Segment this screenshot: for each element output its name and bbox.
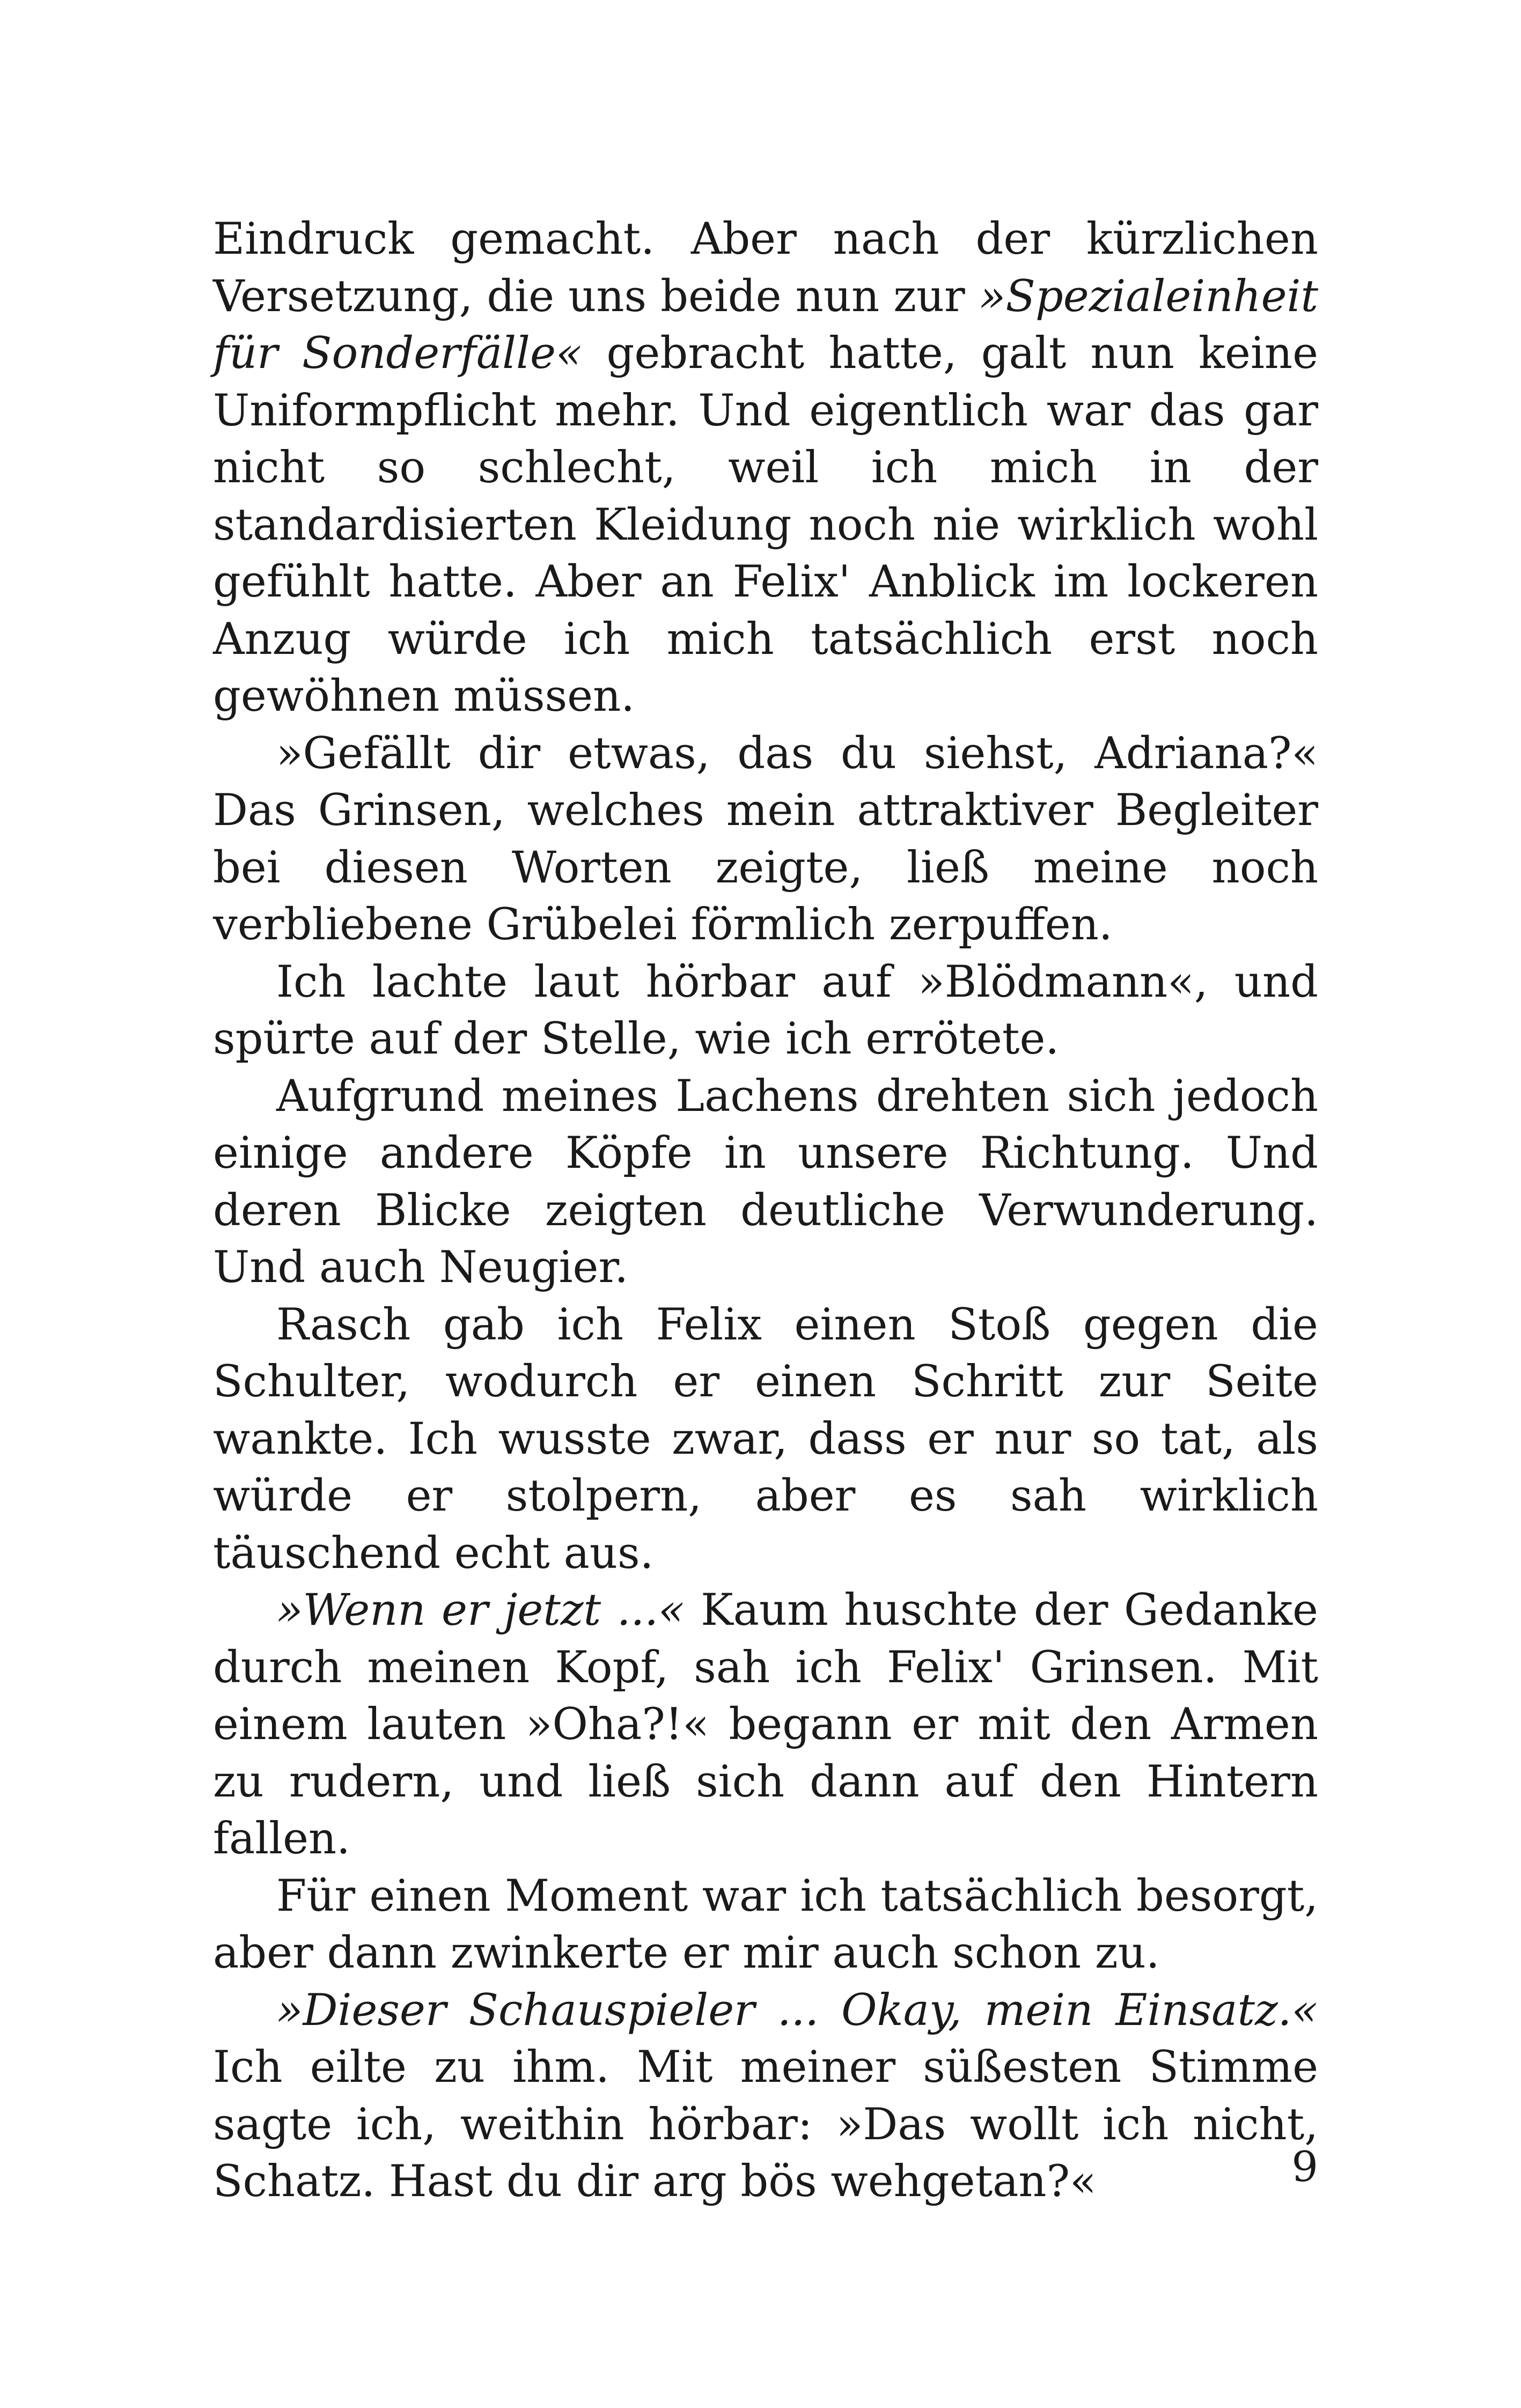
body-text: [213, 211, 1318, 2211]
paragraph-1: [213, 211, 1318, 725]
paragraph-2: [213, 725, 1318, 954]
text-segment-italic: »Wenn er jetzt ...«: [276, 1585, 685, 1636]
paragraph-7: [213, 1868, 1318, 1982]
paragraph-4: [213, 1068, 1318, 1297]
text-segment-italic: »Spezialeinheit für Sonderfälle«: [213, 271, 1318, 379]
text-segment: Rasch gab ich Felix einen Stoß gegen die Schulter, wodurch er einen Schritt zur Seite wankte. Ich wusste zwar, dass er nur so tat, als würde er stolpern, aber es sah wirklich täuschend echt aus.: [213, 1299, 1318, 1579]
text-segment: gebracht hatte, galt nun keine Uniformpflicht mehr. Und eigentlich war das gar nicht so schlecht, weil ich mich in der standardisierten Kleidung noch nie wirklich wohl gefühlt hatte. Aber an Felix' Anblick im lockeren Anzug würde ich mich tatsächlich erst noch gewöhnen müssen.: [213, 328, 1319, 721]
page-number: 9: [1291, 2143, 1318, 2191]
text-segment: Aufgrund meines Lachens drehten sich jedoch einige andere Köpfe in unsere Richtung. Und deren Blicke zeigten deutliche Verwunderung. Und auch Neugier.: [213, 1071, 1318, 1293]
text-segment: Für einen Moment war ich tatsächlich besorgt, aber dann zwinkerte er mir auch schon zu.: [213, 1871, 1318, 1978]
paragraph-3: [213, 954, 1318, 1068]
text-segment: Eindruck gemacht. Aber nach der kürzlichen Versetzung, die uns beide nun zur: [213, 214, 1318, 322]
text-segment: Ich lachte laut hörbar auf »Blödmann«, und spürte auf der Stelle, wie ich errötete.: [213, 956, 1318, 1064]
text-segment: Ich eilte zu ihm. Mit meiner süßesten Stimme sagte ich, weithin hörbar: »Das wollt ich nicht, Schatz. Hast du dir arg bös wehgetan?«: [213, 2042, 1318, 2207]
paragraph-5: [213, 1297, 1318, 1582]
text-segment: »Gefällt dir etwas, das du siehst, Adriana?« Das Grinsen, welches mein attraktiver Begleiter bei diesen Worten zeigte, ließ meine noch verbliebene Grübelei förmlich zerpuffen.: [213, 728, 1318, 950]
text-segment-italic: »Dieser Schauspieler ... Okay, mein Einsatz.«: [276, 1985, 1318, 2036]
text-segment: Kaum huschte der Gedanke durch meinen Kopf, sah ich Felix' Grinsen. Mit einem lauten »Oha?!« begann er mit den Armen zu rudern, und ließ sich dann auf den Hintern fallen.: [213, 1585, 1318, 1864]
paragraph-6: [213, 1582, 1318, 1868]
paragraph-8: [213, 1982, 1318, 2211]
